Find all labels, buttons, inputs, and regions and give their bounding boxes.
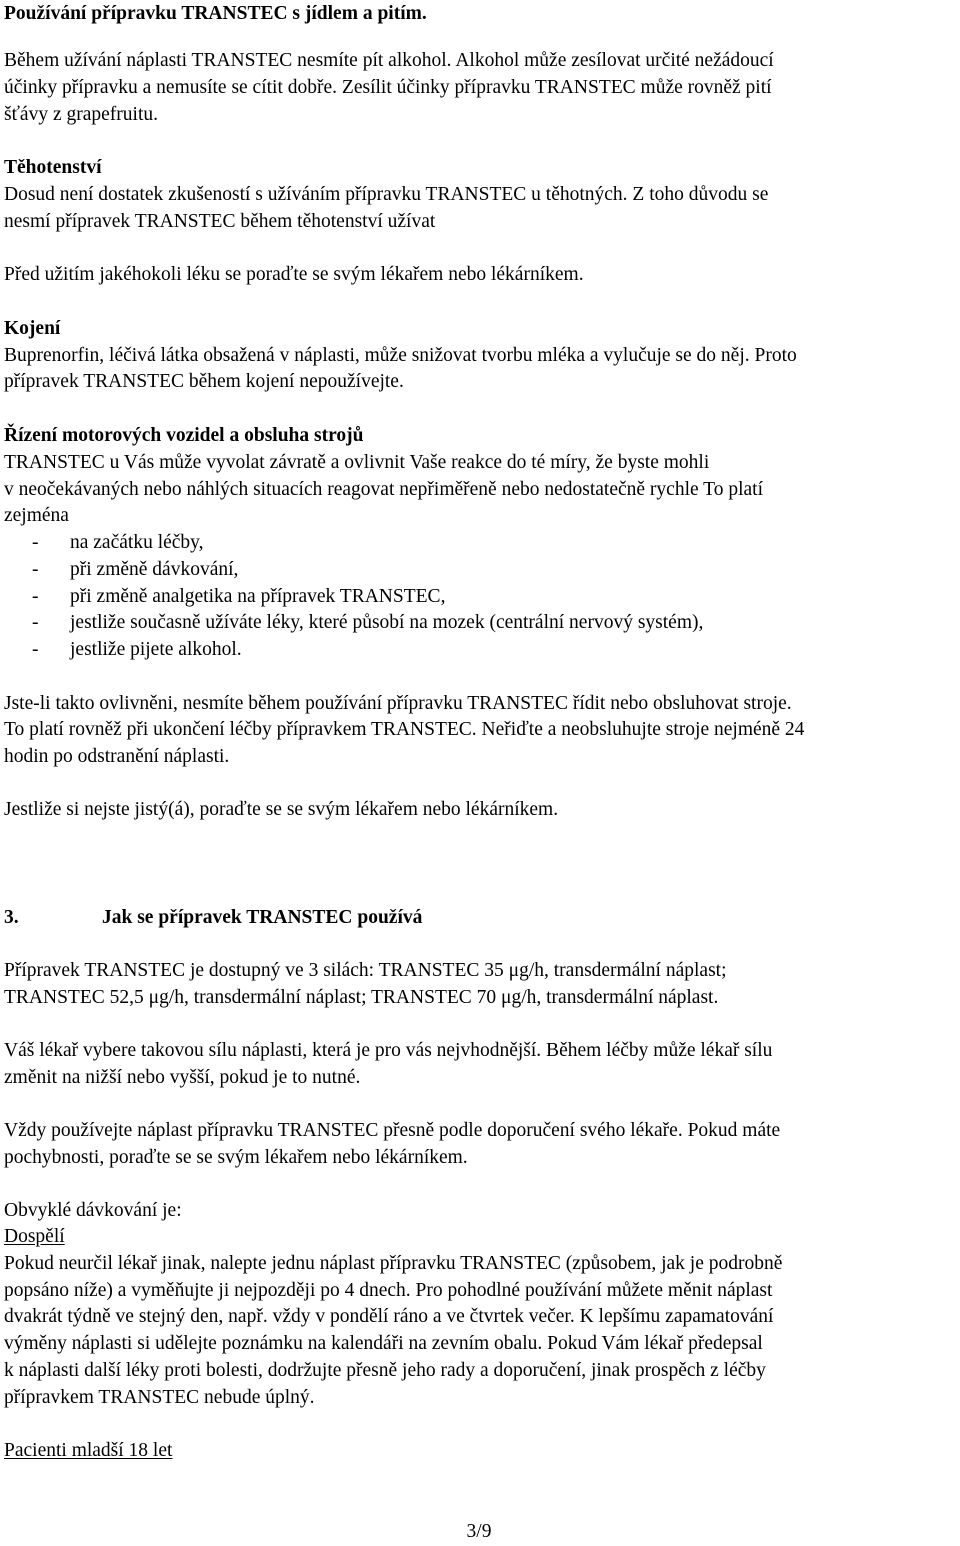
page-number: 3/9 <box>466 1521 492 1542</box>
paragraph-line: Váš lékař vybere takovou sílu náplasti, která je pro vás nejvhodnější. Během léčby může lékař sílu <box>4 1040 773 1061</box>
bullet-dash: - <box>32 612 39 633</box>
list-item <box>30 557 238 584</box>
paragraph-line: Vždy používejte náplast přípravku TRANSTEC přesně podle doporučení svého lékaře. Pokud máte <box>4 1120 781 1141</box>
paragraph-line: v neočekávaných nebo náhlých situacích reagovat nepřiměřeně nebo nedostatečně rychle To platí <box>4 479 763 500</box>
paragraph-line: pochybnosti, poraďte se se svým lékařem nebo lékárníkem. <box>4 1147 468 1168</box>
list-item-text: na začátku léčby, <box>70 532 204 553</box>
dosage-intro: Obvyklé dávkování je: <box>4 1200 182 1221</box>
paragraph-line: přípravek TRANSTEC během kojení nepoužívejte. <box>4 371 404 392</box>
bullet-dash: - <box>32 532 39 553</box>
section-heading-pregnancy: Těhotenství <box>4 157 102 178</box>
bullet-dash: - <box>32 586 39 607</box>
paragraph-line: Jste-li takto ovlivněni, nesmíte během používání přípravku TRANSTEC řídit nebo obsluhovat stroje. <box>4 693 792 714</box>
under-18-heading: Pacienti mladší 18 let <box>4 1440 173 1461</box>
paragraph-line: změnit na nižší nebo vyšší, pokud je to nutné. <box>4 1067 361 1088</box>
section-number: 3. <box>4 907 19 928</box>
paragraph-line: výměny náplasti si udělejte poznámku na kalendáři na zevním obalu. Pokud Vám lékař předepsal <box>4 1333 763 1354</box>
bullet-dash: - <box>32 639 39 660</box>
paragraph-line: Přípravek TRANSTEC je dostupný ve 3 silách: TRANSTEC 35 μg/h, transdermální náplast; <box>4 960 727 981</box>
list-item-text: jestliže současně užíváte léky, které působí na mozek (centrální nervový systém), <box>70 612 704 633</box>
list-item <box>30 637 242 664</box>
list-item <box>30 530 204 557</box>
paragraph-line: To platí rovněž při ukončení léčby přípravkem TRANSTEC. Neřiďte a neobsluhujte stroje nejméně 24 <box>4 719 805 740</box>
paragraph-line: šťávy z grapefruitu. <box>4 104 158 125</box>
paragraph-line: Během užívání náplasti TRANSTEC nesmíte pít alkohol. Alkohol může zesílovat určité nežádoucí <box>4 50 774 71</box>
paragraph-line: hodin po odstranění náplasti. <box>4 746 230 767</box>
paragraph-line: Buprenorfin, léčivá látka obsažená v náplasti, může snižovat tvorbu mléka a vylučuje se do něj. Proto <box>4 345 797 366</box>
driving-advice: Jestliže si nejste jistý(á), poraďte se se svým lékařem nebo lékárníkem. <box>4 799 559 820</box>
adults-heading: Dospělí <box>4 1226 65 1247</box>
section-title: Jak se přípravek TRANSTEC používá <box>102 907 423 928</box>
section-heading-food: Používání přípravku TRANSTEC s jídlem a pitím. <box>4 3 427 24</box>
section-3-heading <box>4 905 422 932</box>
bullet-dash: - <box>32 559 39 580</box>
list-item-text: jestliže pijete alkohol. <box>70 639 242 660</box>
paragraph-line: přípravkem TRANSTEC nebude úplný. <box>4 1387 315 1408</box>
paragraph-line: nesmí přípravek TRANSTEC během těhotenství užívat <box>4 211 436 232</box>
paragraph-line: Pokud neurčil lékař jinak, nalepte jednu náplast přípravku TRANSTEC (způsobem, jak je podrobně <box>4 1253 783 1274</box>
section-heading-breastfeeding: Kojení <box>4 318 61 339</box>
list-item-text: při změně analgetika na přípravek TRANSTEC, <box>70 586 446 607</box>
list-item <box>30 610 703 637</box>
pregnancy-advice: Před užitím jakéhokoli léku se poraďte se svým lékařem nebo lékárníkem. <box>4 264 584 285</box>
paragraph-line: účinky přípravku a nemusíte se cítit dobře. Zesílit účinky přípravku TRANSTEC může rovněž pití <box>4 77 772 98</box>
paragraph-line: zejména <box>4 505 69 526</box>
paragraph-line: k náplasti další léky proti bolesti, dodržujte přesně jeho rady a doporučení, jinak prospěch z léčby <box>4 1360 766 1381</box>
list-item-text: při změně dávkování, <box>70 559 239 580</box>
paragraph-line: Dosud není dostatek zkušeností s užíváním přípravku TRANSTEC u těhotných. Z toho důvodu se <box>4 184 769 205</box>
paragraph-line: TRANSTEC u Vás může vyvolat závratě a ovlivnit Vaše reakce do té míry, že byste mohli <box>4 452 710 473</box>
paragraph-line: dvakrát týdně ve stejný den, např. vždy v pondělí ráno a ve čtvrtek večer. K lepšímu zapamatování <box>4 1306 774 1327</box>
paragraph-line: popsáno níže) a vyměňujte ji nejpozději po 4 dnech. Pro pohodlné používání můžete měnit náplast <box>4 1280 773 1301</box>
list-item <box>30 584 445 611</box>
paragraph-line: TRANSTEC 52,5 μg/h, transdermální náplast; TRANSTEC 70 μg/h, transdermální náplast. <box>4 987 719 1008</box>
section-heading-driving: Řízení motorových vozidel a obsluha strojů <box>4 425 364 446</box>
